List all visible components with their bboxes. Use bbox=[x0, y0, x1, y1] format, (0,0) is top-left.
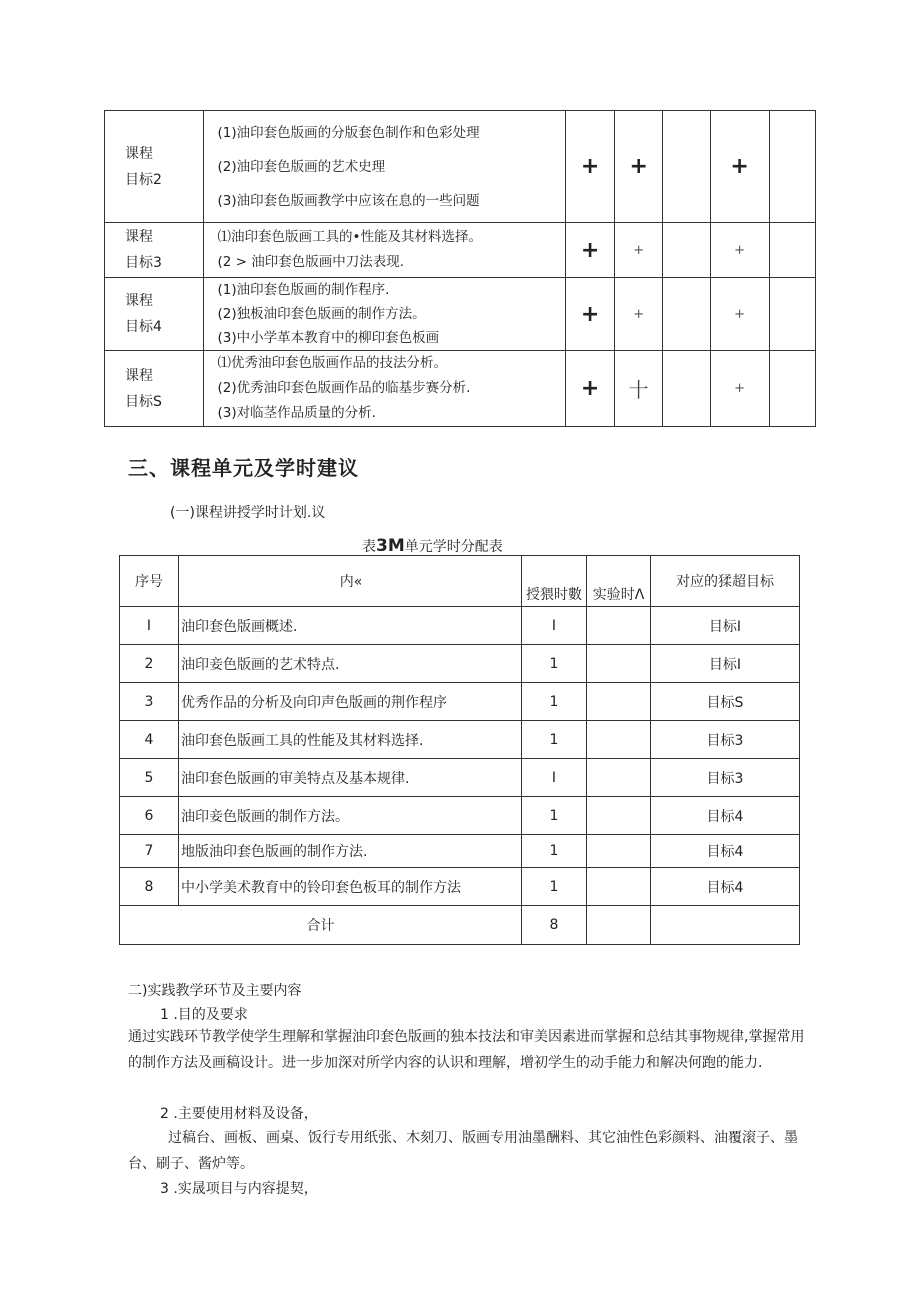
cell-no: 3 bbox=[120, 683, 179, 721]
total-goal bbox=[651, 906, 800, 945]
goal-label-line1: 课程 bbox=[125, 145, 153, 162]
goal-item: (2)优秀油印套色版画作品的临基步赛分析. bbox=[217, 380, 471, 396]
table-row bbox=[120, 721, 800, 759]
header-no: 序号 bbox=[120, 556, 179, 607]
goal-label-line2: 目标4 bbox=[125, 319, 162, 335]
cell-goal: 目标4 bbox=[651, 835, 800, 868]
support-mark bbox=[663, 223, 710, 278]
header-goal: 对应的猱超目标 bbox=[651, 556, 800, 607]
support-mark: + bbox=[710, 223, 769, 278]
support-mark bbox=[663, 111, 710, 223]
practice-paragraph-1: 通过实践环节教学使学生理解和掌握油印套色版画的独本技法和审美因素进而掌握和总结其事物规律,掌握常用的制作方法及画稿设计。进一步加深对所学内容的认识和理解，增初学生的动手能力和解决何跑的能力. bbox=[128, 1029, 805, 1071]
support-mark: + bbox=[566, 278, 615, 351]
cell-goal: 目标S bbox=[651, 683, 800, 721]
table-header-row bbox=[120, 556, 800, 607]
support-mark bbox=[769, 278, 815, 351]
cell-lab bbox=[587, 721, 651, 759]
goal-item: (1)油印套色版画的分版套色制作和色彩处理 bbox=[217, 124, 480, 141]
cell-no: I bbox=[120, 607, 179, 645]
cell-lab bbox=[587, 797, 651, 835]
goal-item: (2)油印套色版画的艺术史理 bbox=[217, 158, 386, 175]
goal-items-cell bbox=[203, 351, 566, 427]
cell-lab bbox=[587, 607, 651, 645]
goal-item: (2)独板油印套色版画的制作方法。 bbox=[217, 306, 426, 322]
support-mark: + bbox=[566, 351, 615, 427]
goal-cell bbox=[105, 111, 204, 223]
table-row bbox=[120, 835, 800, 868]
goal-label-line2: 目标2 bbox=[125, 171, 162, 188]
goal-label-line1: 课程 bbox=[125, 367, 153, 384]
cell-no: 6 bbox=[120, 797, 179, 835]
table-row bbox=[120, 797, 800, 835]
goal-row bbox=[105, 111, 816, 223]
cell-lecture: I bbox=[522, 607, 587, 645]
cell-content: 中小学美术教育中的铃印套色板耳的制作方法 bbox=[179, 868, 522, 906]
table-row bbox=[120, 607, 800, 645]
cell-content: 优秀作品的分析及向印声色版画的荆作程序 bbox=[179, 683, 522, 721]
unit-hours-table bbox=[119, 555, 800, 945]
header-lecture: 授猥时數 bbox=[522, 556, 587, 607]
support-mark: + bbox=[566, 223, 615, 278]
cell-goal: 目标3 bbox=[651, 759, 800, 797]
goal-label-line1: 课程 bbox=[125, 229, 153, 245]
practice-section-title: 二)实践教学环节及主要内容 bbox=[128, 983, 302, 999]
support-mark bbox=[663, 278, 710, 351]
support-mark: + bbox=[615, 111, 663, 223]
cell-lecture: 1 bbox=[522, 868, 587, 906]
cell-no: 7 bbox=[120, 835, 179, 868]
total-row bbox=[120, 906, 800, 945]
cell-no: 5 bbox=[120, 759, 179, 797]
support-mark: + bbox=[566, 111, 615, 223]
cell-content: 油印套色版画的审美特点及基本规律. bbox=[179, 759, 522, 797]
cell-lecture: 1 bbox=[522, 683, 587, 721]
sub-heading: (一)课程讲授学时计划.议 bbox=[170, 505, 326, 521]
practice-item-1: 1 .目的及要求 bbox=[160, 1007, 248, 1023]
table-row bbox=[120, 645, 800, 683]
table-row bbox=[120, 683, 800, 721]
goal-cell bbox=[105, 351, 204, 427]
goal-label-line2: 目标3 bbox=[125, 255, 162, 271]
goal-item: ⑴油印套色版画工具的•性能及其材料选择。 bbox=[217, 229, 482, 245]
goal-items-cell bbox=[203, 111, 566, 223]
support-mark bbox=[769, 111, 815, 223]
support-mark bbox=[769, 223, 815, 278]
goal-row bbox=[105, 278, 816, 351]
cell-content: 地版油印套色版画的制作方法. bbox=[179, 835, 522, 868]
support-mark bbox=[663, 351, 710, 427]
header-lab: 实验时Λ bbox=[587, 556, 651, 607]
support-mark: + bbox=[615, 223, 663, 278]
goal-item: (2 > 油印套色版画中刀法表现. bbox=[217, 254, 405, 270]
header-content: 内« bbox=[179, 556, 522, 607]
cell-content: 油印妾色版画的制作方法。 bbox=[179, 797, 522, 835]
practice-paragraph-2: 过稿台、画板、画桌、饭行专用纸张、木刻刀、版画专用油墨酬料、其它油性色彩颜料、油覆滚子、墨台、刷子、酱炉等。 bbox=[128, 1130, 798, 1172]
cell-goal: 目标3 bbox=[651, 721, 800, 759]
table-row bbox=[120, 868, 800, 906]
cell-goal: 目标4 bbox=[651, 797, 800, 835]
cell-lab bbox=[587, 868, 651, 906]
goal-item: (3)油印套色版画教学中应该在息的一些问题 bbox=[217, 192, 480, 209]
cell-lab bbox=[587, 835, 651, 868]
goal-items-cell bbox=[203, 223, 566, 278]
goal-label-line2: 目标S bbox=[125, 393, 162, 410]
cell-no: 2 bbox=[120, 645, 179, 683]
total-label: 合计 bbox=[120, 906, 522, 945]
cell-no: 8 bbox=[120, 868, 179, 906]
cell-lecture: 1 bbox=[522, 835, 587, 868]
goal-row bbox=[105, 351, 816, 427]
goal-item: (3)对临茎作品质量的分析. bbox=[217, 405, 376, 421]
cell-goal: 目标I bbox=[651, 607, 800, 645]
support-mark: 十 bbox=[615, 351, 663, 427]
goal-item: ⑴优秀油印套色版画作品的技法分析。 bbox=[217, 355, 448, 371]
caption-suffix: 单元学时分配表 bbox=[404, 539, 503, 555]
cell-no: 4 bbox=[120, 721, 179, 759]
caption-prefix: 表 bbox=[362, 539, 376, 555]
cell-lecture: I bbox=[522, 759, 587, 797]
cell-lab bbox=[587, 683, 651, 721]
course-goal-table bbox=[104, 110, 816, 427]
support-mark bbox=[769, 351, 815, 427]
cell-content: 油印套色版画工具的性能及其材料选择. bbox=[179, 721, 522, 759]
practice-item-3: 3 .实晟项目与内容提契， bbox=[160, 1181, 318, 1197]
caption-number: 3M bbox=[376, 536, 405, 556]
cell-lecture: 1 bbox=[522, 645, 587, 683]
support-mark: + bbox=[710, 111, 769, 223]
table-row bbox=[120, 759, 800, 797]
cell-goal: 目标I bbox=[651, 645, 800, 683]
total-value: 8 bbox=[522, 906, 587, 945]
support-mark: + bbox=[710, 278, 769, 351]
cell-lecture: 1 bbox=[522, 797, 587, 835]
goal-cell bbox=[105, 278, 204, 351]
cell-goal: 目标4 bbox=[651, 868, 800, 906]
cell-lab bbox=[587, 759, 651, 797]
cell-content: 油印套色版画概述. bbox=[179, 607, 522, 645]
total-lab bbox=[587, 906, 651, 945]
cell-lab bbox=[587, 645, 651, 683]
goal-items-cell bbox=[203, 278, 566, 351]
cell-content: 油印妾色版画的艺术特点. bbox=[179, 645, 522, 683]
goal-label-line1: 课程 bbox=[125, 293, 153, 309]
goal-cell bbox=[105, 223, 204, 278]
support-mark: + bbox=[710, 351, 769, 427]
goal-item: (1)油印套色版画的制作程序. bbox=[217, 282, 390, 298]
cell-lecture: 1 bbox=[522, 721, 587, 759]
table-caption bbox=[362, 536, 503, 556]
section-heading: 三、课程单元及学时建议 bbox=[128, 456, 359, 480]
practice-item-2: 2 .主要使用材料及设备， bbox=[160, 1106, 318, 1122]
support-mark: + bbox=[615, 278, 663, 351]
goal-row bbox=[105, 223, 816, 278]
goal-item: (3)中小学革本教育中的柳印套色板画 bbox=[217, 330, 440, 346]
